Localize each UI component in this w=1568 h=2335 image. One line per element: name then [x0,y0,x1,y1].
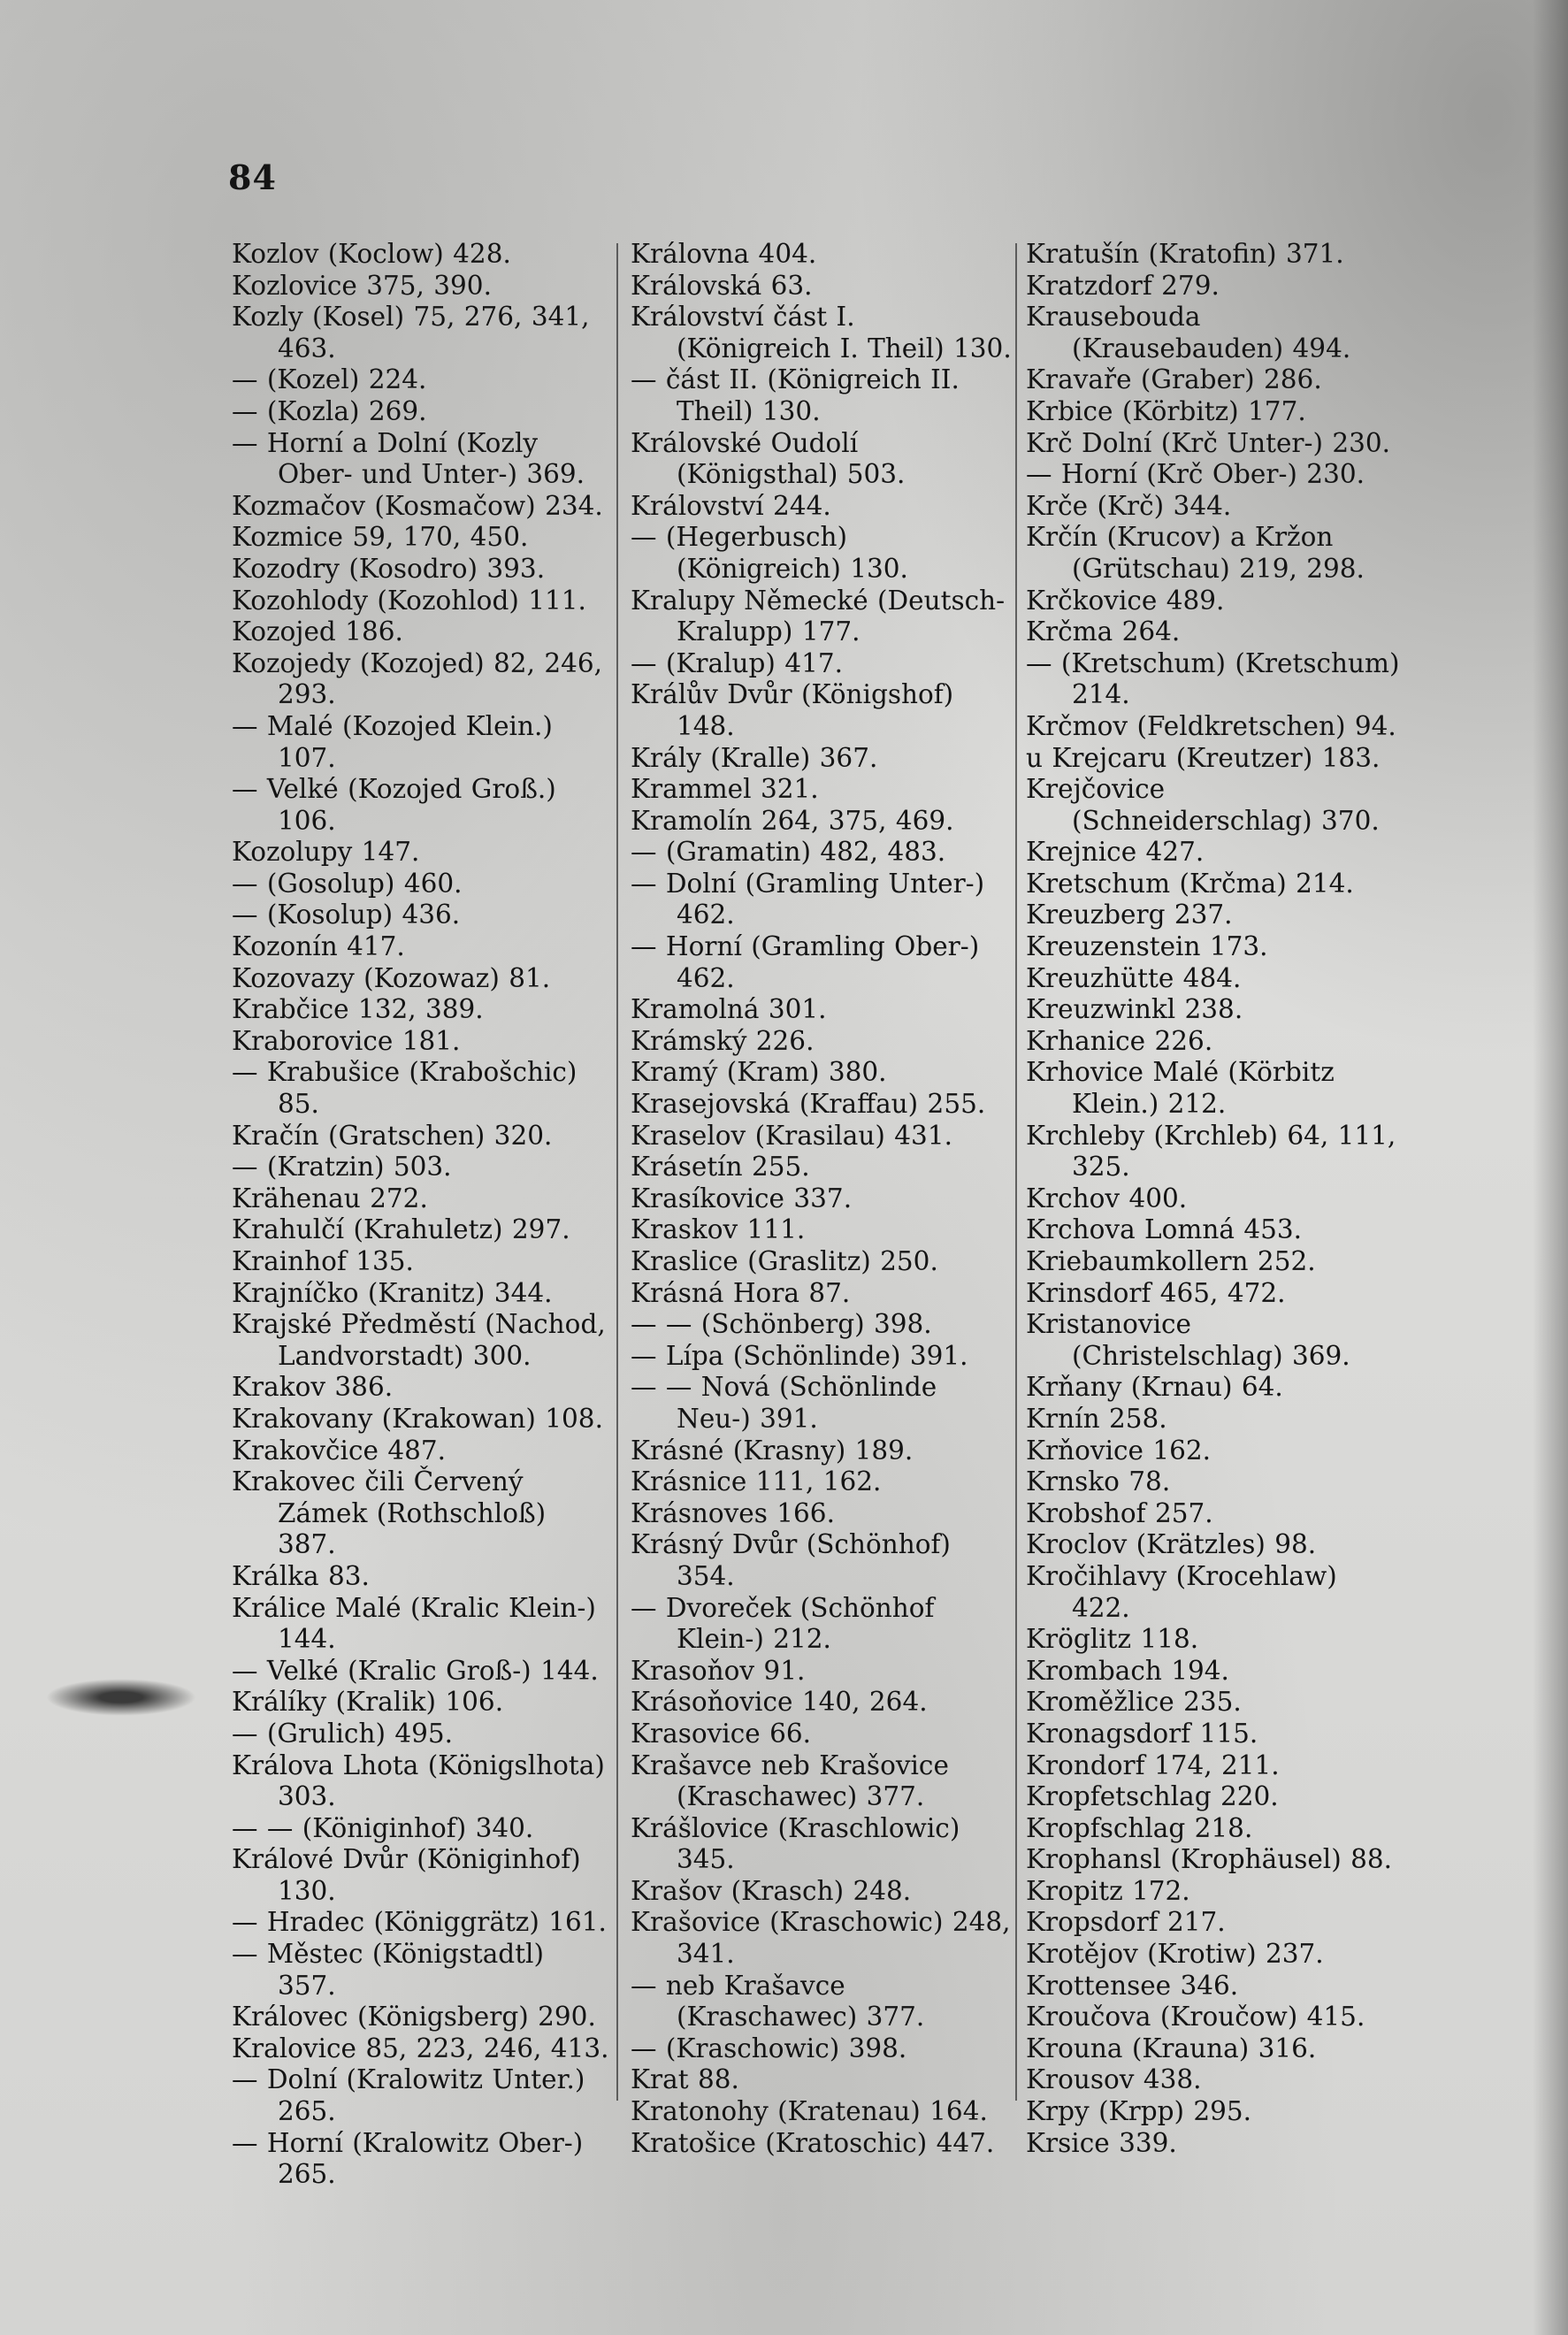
index-entry: — Dolní (Gramling Unter-) 462. [631,868,985,930]
index-entry: — — (Schönberg) 398. [631,1309,932,1340]
index-entry: — Velké (Kozojed Groß.) 106. [232,774,556,836]
index-entry: Krasíkovice 337. [631,1183,853,1213]
index-entry: Kratošice (Kratoschic) 447. [631,2127,995,2158]
index-entry: — Horní (Kralowitz Ober-) 265. [232,2127,584,2190]
index-entry: Krásnoves 166. [631,1497,835,1528]
index-entry: — (Kosolup) 436. [232,900,461,930]
index-entry: Krejnice 427. [1026,837,1205,868]
page-edge-shadow [1533,0,1568,2335]
index-entry: Krabčice 132, 389. [232,994,484,1025]
index-entry: Kropfschlag 218. [1026,1812,1253,1843]
index-entry: — (Kraschowic) 398. [631,2033,907,2063]
index-entry: Krsice 339. [1026,2127,1177,2158]
index-entry: Kramolín 264, 375, 469. [631,805,954,836]
index-entry: Kralupy Německé (Deutsch-Kralupp) 177. [631,585,1006,647]
index-entry: Krobshof 257. [1026,1497,1213,1528]
index-entry: — Horní (Gramling Ober-) 462. [631,931,980,993]
index-entry: Krchova Lomná 453. [1026,1214,1303,1245]
index-entry: Kozojedy (Kozojed) 82, 246, 293. [232,647,603,710]
index-entry: Kozmačov (Kosmačow) 234. [232,490,603,521]
index-entry: — Městec (Königstadtl) 357. [232,1939,544,2001]
index-entry: — neb Krašavce (Kraschawec) 377. [631,1970,925,2033]
index-entry: Krašovice (Kraschowic) 248, 341. [631,1907,1011,1970]
index-entry: Krásné (Krasny) 189. [631,1435,914,1466]
index-entry: Krňovice 162. [1026,1435,1212,1466]
index-entry: Krophansl (Krophäusel) 88. [1026,1844,1393,1875]
index-entry: Království 244. [631,490,831,521]
index-entry: — Velké (Kralic Groß-) 144. [232,1655,599,1686]
index-entry: Kozovazy (Kozowaz) 81. [232,962,551,993]
index-entry: Kozlovice 375, 390. [232,270,492,301]
index-entry: Krajské Předměstí (Nachod, Landvorstadt) 300. [232,1309,606,1371]
index-entry: Království část I. (Königreich I. Theil) 130. [631,302,1012,364]
index-entry: Kratušín (Kratofin) 371. [1026,239,1344,269]
index-entry: Kozohlody (Kozohlod) 111. [232,585,586,616]
index-entry: Krchleby (Krchleb) 64, 111, 325. [1026,1120,1396,1183]
index-entry: Kraslice (Graslitz) 250. [631,1246,938,1276]
index-entry: Krály (Kralle) 367. [631,742,878,773]
index-entry: Krasoňov 91. [631,1655,806,1686]
index-entry: Kropsdorf 217. [1026,1907,1226,1938]
index-entry: Kozolupy 147. [232,837,420,868]
index-entry: Kreuzenstein 173. [1026,931,1268,962]
index-entry: Krhovice Malé (Körbitz Klein.) 212. [1026,1057,1335,1120]
index-entry: Kozonín 417. [232,931,405,962]
index-entry: Kraskov 111. [631,1214,806,1245]
index-entry: Kratzdorf 279. [1026,270,1220,301]
index-entry: Králíky (Kralik) 106. [232,1687,504,1718]
index-entry: — (Kozel) 224. [232,364,427,395]
index-entry: Královna 404. [631,239,817,269]
index-entry: Krbice (Körbitz) 177. [1026,395,1306,426]
index-entry: Krásný Dvůr (Schönhof) 354. [631,1529,951,1591]
index-entry: Kropfetschlag 220. [1026,1781,1279,1812]
index-entry: Krajníčko (Kranitz) 344. [232,1277,553,1308]
index-entry: Královské Oudolí (Königsthal) 503. [631,427,906,490]
index-entry: Kraselov (Krasilau) 431. [631,1120,952,1151]
index-entry: Krásetín 255. [631,1152,810,1183]
index-entry: Krausebouda (Krausebauden) 494. [1026,302,1351,364]
index-entry: — Krabušice (Krabošchic) 85. [232,1057,577,1120]
index-entry: Krähenau 272. [232,1183,428,1213]
index-entry: Krňany (Krnau) 64. [1026,1372,1283,1403]
index-entry: Krčín (Krucov) a Kržon (Grütschau) 219, 298. [1026,522,1365,584]
index-entry: Kozodry (Kosodro) 393. [232,553,546,584]
index-entry: Králův Dvůr (Königshof) 148. [631,679,954,741]
index-entry: Krottensee 346. [1026,1970,1239,2001]
index-entry: Králice Malé (Kralic Klein-) 144. [232,1592,596,1655]
index-entry: Královec (Königsberg) 290. [232,2002,596,2033]
index-entry: Krotějov (Krotiw) 237. [1026,1939,1324,1970]
index-entry: — (Grulich) 495. [232,1718,454,1749]
index-entry: Královská 63. [631,270,813,301]
index-entry: — (Gosolup) 460. [232,868,463,899]
index-entry: Krousov 438. [1026,2064,1202,2095]
column-divider [616,243,618,2101]
index-entry: Krašov (Krasch) 248. [631,1875,912,1906]
index-entry: Kralovice 85, 223, 246, 413. [232,2033,609,2063]
index-entry: Krášlovice (Kraschlowic) 345. [631,1812,960,1875]
index-entry: Králové Dvůr (Königinhof) 130. [232,1844,581,1906]
index-entry: Kroclov (Krätzles) 98. [1026,1529,1317,1560]
index-entry: Krat 88. [631,2064,739,2095]
index-entry: Krpy (Krpp) 295. [1026,2096,1252,2127]
index-entry: Krasejovská (Kraffau) 255. [631,1089,986,1120]
index-entry: Kroměžlice 235. [1026,1687,1242,1718]
index-entry: — (Kretschum) (Kretschum) 214. [1026,647,1400,710]
index-entry: Krammel 321. [631,774,819,805]
index-entry: Králova Lhota (Königslhota) 303. [232,1749,605,1812]
index-entry: Krčmov (Feldkretschen) 94. [1026,710,1396,741]
index-column-1 [232,239,610,2191]
index-entry: Krakov 386. [232,1372,394,1403]
index-entry: Krchov 400. [1026,1183,1188,1213]
index-entry: — Lípa (Schönlinde) 391. [631,1340,968,1371]
index-entry: Kriebaumkollern 252. [1026,1246,1316,1276]
index-entry: Kramolná 301. [631,994,827,1025]
index-entry: Krinsdorf 465, 472. [1026,1277,1286,1308]
index-entry: Krásná Hora 87. [631,1277,851,1308]
index-entry: — (Kratzin) 503. [232,1152,452,1183]
index-entry: Krče (Krč) 344. [1026,490,1232,521]
index-entry: Krčkovice 489. [1026,585,1225,616]
index-entry: Krejčovice (Schneiderschlag) 370. [1026,774,1380,836]
index-entry: Kreuzwinkl 238. [1026,994,1243,1025]
index-entry: Kretschum (Krčma) 214. [1026,868,1354,899]
index-entry: Kozly (Kosel) 75, 276, 341, 463. [232,302,590,364]
index-entry: — Horní (Krč Ober-) 230. [1026,459,1365,490]
index-entry: — (Hegerbusch) (Königreich) 130. [631,522,908,584]
index-entry: Kratonohy (Kratenau) 164. [631,2096,988,2127]
index-entry: — Dvoreček (Schönhof Klein-) 212. [631,1592,935,1655]
index-entry: Kozmice 59, 170, 450. [232,522,529,553]
index-entry: Kozojed 186. [232,616,403,647]
index-entry: Kramý (Kram) 380. [631,1057,887,1088]
index-entry: — Dolní (Kralowitz Unter.) 265. [232,2064,585,2127]
index-entry: Krámský 226. [631,1025,815,1056]
index-entry: — část II. (Königreich II. Theil) 130. [631,364,960,426]
index-entry: — Hradec (Königgrätz) 161. [232,1907,607,1938]
index-entry: Kračín (Gratschen) 320. [232,1120,553,1151]
index-column-3 [1026,239,1402,2159]
index-entry: — (Gramatin) 482, 483. [631,837,946,868]
index-column-2 [631,239,1013,2159]
index-entry: Krásnice 111, 162. [631,1466,882,1497]
index-entry: — Horní a Dolní (Kozly Ober- und Unter-) 369. [232,427,585,490]
page-number: 84 [228,157,277,197]
index-entry: — Malé (Kozojed Klein.) 107. [232,710,553,773]
index-entry: Krhanice 226. [1026,1025,1213,1056]
index-entry: u Krejcaru (Kreutzer) 183. [1026,742,1381,773]
index-entry: Krainhof 135. [232,1246,414,1276]
index-entry: Kröglitz 118. [1026,1624,1199,1655]
index-entry: — (Kozla) 269. [232,395,427,426]
index-entry: Kreuzberg 237. [1026,900,1233,930]
index-entry: Králka 83. [232,1560,370,1591]
index-entry: Krakovec čili Červený Zámek (Rothschloß) 387. [232,1466,547,1560]
index-entry: Krombach 194. [1026,1655,1229,1686]
index-entry: Kozlov (Koclow) 428. [232,239,511,269]
ink-smudge [46,1679,196,1716]
index-entry: Krčma 264. [1026,616,1181,647]
index-entry: — — Nová (Schönlinde Neu-) 391. [631,1372,937,1434]
index-entry: Krnín 258. [1026,1403,1167,1434]
index-entry: Kronagsdorf 115. [1026,1718,1258,1749]
index-entry: Krásoňovice 140, 264. [631,1687,928,1718]
index-entry: — — (Königinhof) 340. [232,1812,534,1843]
index-entry: Kročihlavy (Krocehlaw) 422. [1026,1560,1337,1623]
index-entry: Kropitz 172. [1026,1875,1190,1906]
index-entry: Krasovice 66. [631,1718,811,1749]
index-entry: Krondorf 174, 211. [1026,1749,1280,1780]
index-entry: Kreuzhütte 484. [1026,962,1242,993]
index-entry: Krahulčí (Krahuletz) 297. [232,1214,570,1245]
index-entry: Krakovčice 487. [232,1435,447,1466]
index-entry: Krouna (Krauna) 316. [1026,2033,1317,2063]
index-entry: Kravaře (Graber) 286. [1026,364,1322,395]
index-entry: Krnsko 78. [1026,1466,1171,1497]
index-entry: Krakovany (Krakowan) 108. [232,1403,603,1434]
index-entry: Krašavce neb Krašovice (Kraschawec) 377. [631,1749,949,1812]
index-entry: Kristanovice (Christelschlag) 369. [1026,1309,1350,1371]
column-divider [1015,243,1017,2101]
index-entry: — (Kralup) 417. [631,647,844,678]
index-entry: Kroučova (Kroučow) 415. [1026,2002,1365,2033]
index-entry: Kraborovice 181. [232,1025,461,1056]
index-entry: Krč Dolní (Krč Unter-) 230. [1026,427,1391,458]
